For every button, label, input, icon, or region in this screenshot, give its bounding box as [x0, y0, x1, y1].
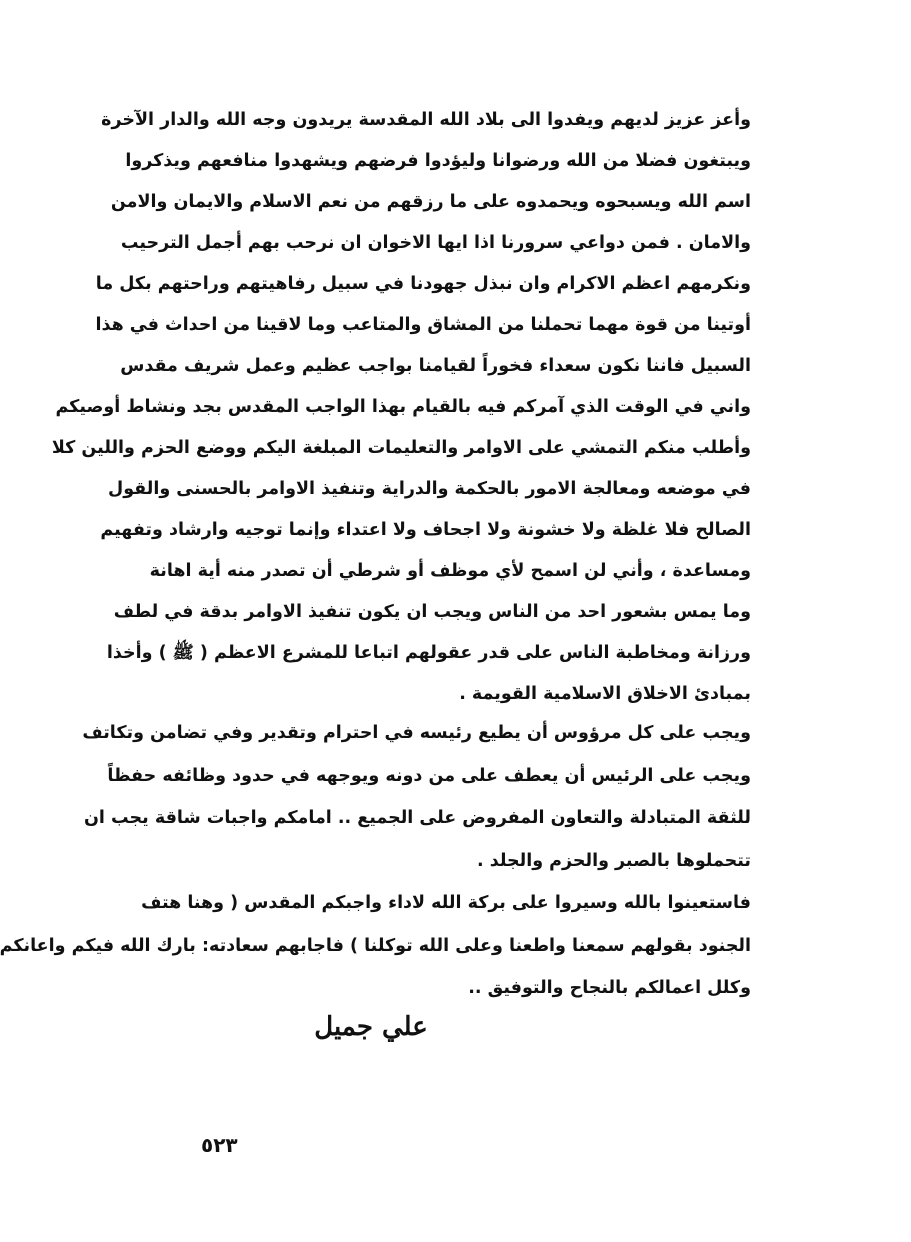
text-line: الصالح فلا غلظة ولا خشونة ولا اجحاف ولا اعتداء وإنما توجيه وارشاد وتفهيم [100, 520, 751, 540]
text-line: ويجب على كل مرؤوس أن يطيع رئيسه في احترام وتقدير وفي تضامن وتكاتف [82, 723, 751, 743]
text-line: ومساعدة ، وأني لن اسمح لأي موظف أو شرطي أن تصدر منه أية اهانة [149, 561, 751, 581]
text-line: السبيل فاننا نكون سعداء فخوراً لقيامنا بواجب عظيم وعمل شريف مقدس [120, 356, 751, 376]
text-line: أوتينا من قوة مهما تحملنا من المشاق والمتاعب وما لاقينا من احداث في هذا [95, 315, 751, 335]
paragraph-2 [82, 712, 751, 882]
text-line: تتحملوها بالصبر والحزم والجلد . [477, 850, 751, 871]
paragraph-3 [0, 882, 751, 1010]
text-line: ورزانة ومخاطبة الناس على قدر عقولهم اتباعا للمشرع الاعظم ( ﷺ ) وأخذا [106, 643, 751, 663]
text-line: بمبادئ الاخلاق الاسلامية القويمة . [459, 684, 751, 704]
text-line: في موضعه ومعالجة الامور بالحكمة والدراية وتنفيذ الاوامر بالحسنى والقول [108, 479, 751, 499]
text-line: واني في الوقت الذي آمركم فيه بالقيام بهذا الواجب المقدس بجد ونشاط أوصيكم [55, 397, 751, 417]
text-line: اسم الله ويسبحوه ويحمدوه على ما رزقهم من نعم الاسلام والايمان والامن [110, 192, 751, 212]
text-line: الجنود بقولهم سمعنا واطعنا وعلى الله توكلنا ) فاجابهم سعادته: بارك الله فيكم واعانكم [0, 935, 751, 956]
text-line: فاستعينوا بالله وسيروا على بركة الله لاداء واجبكم المقدس ( وهنا هتف [141, 893, 751, 913]
text-line: وأطلب منكم التمشي على الاوامر والتعليمات المبلغة اليكم ووضع الحزم واللين كلا [51, 438, 751, 458]
text-line: ويجب على الرئيس أن يعطف على من دونه ويوجهه في حدود وظائفه حفظاً [107, 765, 751, 786]
text-line: ويبتغون فضلا من الله ورضوانا وليؤدوا فرضهم ويشهدوا منافعهم ويذكروا [125, 151, 751, 171]
text-line: للثقة المتبادلة والتعاون المفروض على الجميع .. امامكم واجبات شاقة يجب ان [84, 808, 751, 828]
text-line: وما يمس بشعور احد من الناس ويجب ان يكون تنفيذ الاوامر بدقة في لطف [113, 602, 751, 622]
page-number: ٥٢٣ [201, 1133, 238, 1157]
signature: علي جميل [314, 1012, 428, 1042]
paragraph-1 [51, 100, 751, 715]
text-line: والامان . فمن دواعي سرورنا اذا ايها الاخوان ان نرحب بهم أجمل الترحيب [120, 233, 751, 253]
text-line: ونكرمهم اعظم الاكرام وان نبذل جهودنا في سبيل رفاهيتهم وراحتهم بكل ما [95, 274, 751, 294]
text-line: وكلل اعمالكم بالنجاح والتوفيق .. [468, 978, 751, 998]
text-line: وأعز عزيز لديهم ويفدوا الى بلاد الله المقدسة يريدون وجه الله والدار الآخرة [101, 110, 751, 130]
